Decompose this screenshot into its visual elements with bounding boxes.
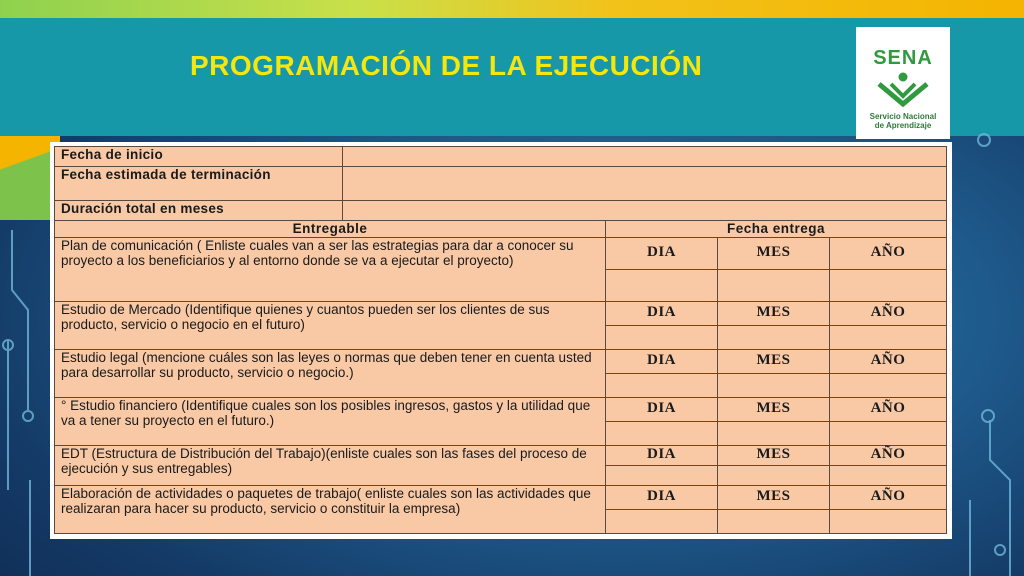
info-label: Duración total en meses	[55, 201, 343, 221]
day-cell[interactable]	[606, 325, 718, 349]
deliverable-text: Estudio legal (mencione cuáles son las leyes o normas que deben tener en cuenta usted para desarrollar su producto, servicio o negocio.)	[55, 349, 606, 397]
unit-day: DIA	[606, 237, 718, 269]
info-row-duration	[55, 201, 947, 221]
unit-year: AÑO	[830, 301, 947, 325]
deliverable-row	[55, 237, 947, 269]
unit-year: AÑO	[830, 237, 947, 269]
month-cell[interactable]	[718, 465, 830, 485]
unit-day: DIA	[606, 301, 718, 325]
logo-caption-line1: Servicio Nacional	[869, 112, 937, 121]
header-deliverable: Entregable	[55, 221, 606, 238]
unit-day: DIA	[606, 485, 718, 509]
circuit-decoration-left	[0, 230, 50, 576]
unit-month: MES	[718, 237, 830, 269]
unit-day: DIA	[606, 349, 718, 373]
unit-year: AÑO	[830, 485, 947, 509]
month-cell[interactable]	[718, 373, 830, 397]
year-cell[interactable]	[830, 509, 947, 533]
deliverable-row	[55, 485, 947, 509]
deliverable-row	[55, 349, 947, 373]
month-cell[interactable]	[718, 269, 830, 301]
day-cell[interactable]	[606, 509, 718, 533]
table-header-row	[55, 221, 947, 238]
month-cell[interactable]	[718, 509, 830, 533]
year-cell[interactable]	[830, 325, 947, 349]
top-accent-bar	[0, 0, 1024, 18]
info-label: Fecha de inicio	[55, 147, 343, 167]
circuit-decoration-right	[960, 120, 1024, 576]
unit-day: DIA	[606, 397, 718, 421]
info-row-end-date	[55, 167, 947, 201]
execution-schedule-table	[54, 146, 947, 534]
deliverable-text: ° Estudio financiero (Identifique cuales son los posibles ingresos, gastos y la utilidad que va a tener su proyecto en el futuro.)	[55, 397, 606, 445]
slide-title: PROGRAMACIÓN DE LA EJECUCIÓN	[190, 50, 703, 81]
unit-month: MES	[718, 397, 830, 421]
info-row-start-date	[55, 147, 947, 167]
unit-year: AÑO	[830, 349, 947, 373]
year-cell[interactable]	[830, 465, 947, 485]
day-cell[interactable]	[606, 421, 718, 445]
sena-emblem-icon	[873, 72, 933, 108]
unit-month: MES	[718, 485, 830, 509]
execution-table-frame	[50, 142, 952, 539]
unit-month: MES	[718, 445, 830, 465]
year-cell[interactable]	[830, 373, 947, 397]
info-value-cell[interactable]	[343, 167, 947, 201]
deliverable-text: Estudio de Mercado (Identifique quienes y cuantos pueden ser los clientes de sus producto, servicio o negocio en el futuro)	[55, 301, 606, 349]
logo-caption-line2: de Aprendizaje	[874, 121, 932, 130]
sena-logo	[856, 27, 950, 139]
logo-caption	[870, 112, 937, 130]
header-date: Fecha entrega	[606, 221, 947, 238]
info-value-cell[interactable]	[343, 147, 947, 167]
deliverable-row	[55, 445, 947, 465]
month-cell[interactable]	[718, 325, 830, 349]
deliverable-row	[55, 301, 947, 325]
deliverable-text: Plan de comunicación ( Enliste cuales van a ser las estrategias para dar a conocer su proyecto a los beneficiarios y al entorno donde se va a ejecutar el proyecto)	[55, 237, 606, 301]
unit-year: AÑO	[830, 397, 947, 421]
info-value-cell[interactable]	[343, 201, 947, 221]
deliverable-text: Elaboración de actividades o paquetes de trabajo( enliste cuales son las actividades que realizaran para hacer su producto, servicio o constituir la empresa)	[55, 485, 606, 533]
info-label: Fecha estimada de terminación	[55, 167, 343, 201]
year-cell[interactable]	[830, 421, 947, 445]
day-cell[interactable]	[606, 465, 718, 485]
day-cell[interactable]	[606, 373, 718, 397]
unit-year: AÑO	[830, 445, 947, 465]
unit-month: MES	[718, 301, 830, 325]
year-cell[interactable]	[830, 269, 947, 301]
deliverable-row	[55, 397, 947, 421]
deliverable-text: EDT (Estructura de Distribución del Trabajo)(enliste cuales son las fases del proceso de ejecución y sus entregables)	[55, 445, 606, 485]
logo-word: SENA	[873, 47, 933, 69]
day-cell[interactable]	[606, 269, 718, 301]
unit-month: MES	[718, 349, 830, 373]
unit-day: DIA	[606, 445, 718, 465]
month-cell[interactable]	[718, 421, 830, 445]
